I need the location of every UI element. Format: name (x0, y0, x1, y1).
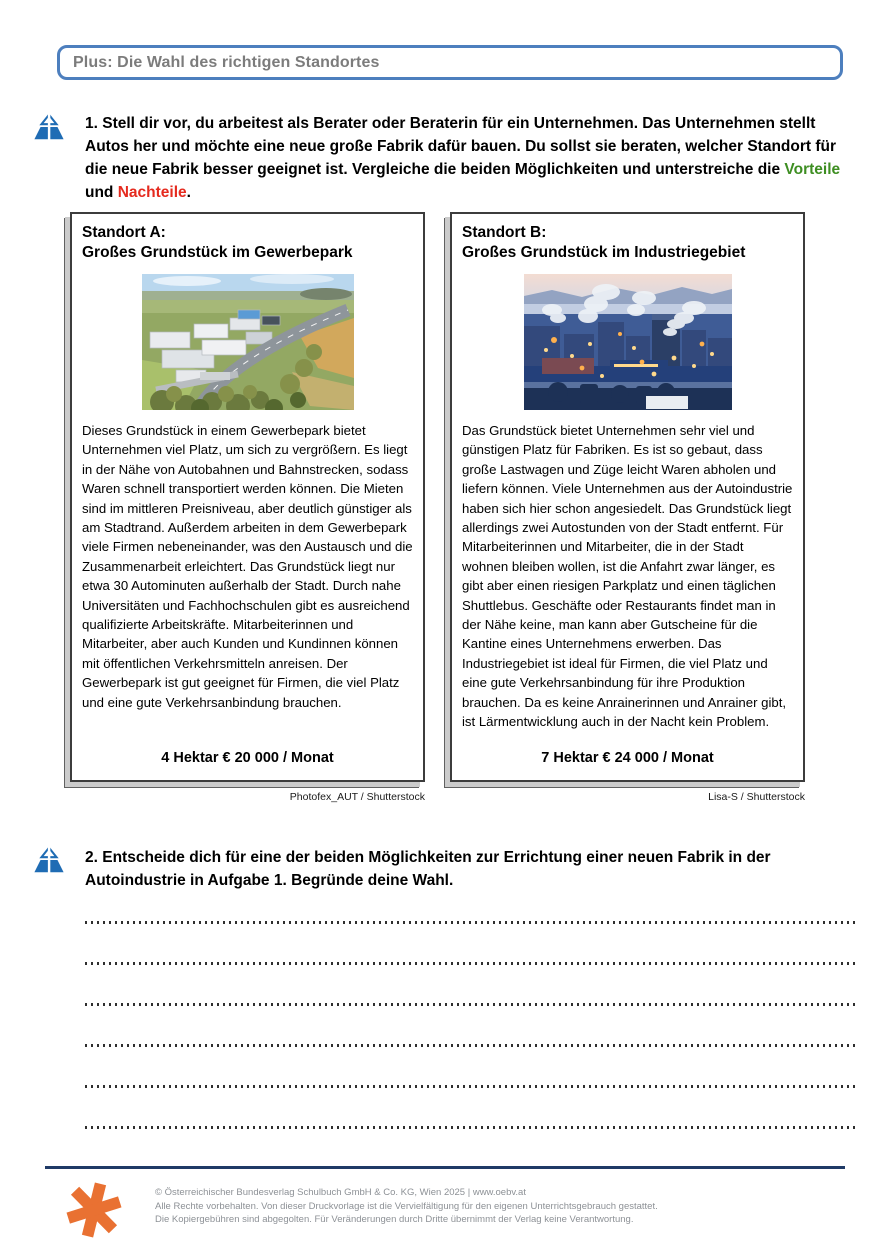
location-b-title-line1: Standort B: (462, 224, 547, 241)
task1-period: . (186, 184, 191, 201)
location-b-title (462, 223, 793, 263)
task1-instructions (85, 112, 859, 204)
task1-conjunction: und (85, 184, 118, 201)
location-b-title-line2: Großes Grundstück im Industriegebiet (462, 244, 746, 261)
answer-line[interactable] (85, 962, 855, 965)
oebv-asterisk-logo-icon (62, 1178, 126, 1242)
page-title: Plus: Die Wahl des richtigen Standortes (73, 53, 380, 71)
task2-instructions: 2. Entscheide dich für eine der beiden Möglichkeiten zur Errichtung einer neuen Fabrik in der Autoindustrie in Aufgabe 1. Begründe deine Wahl. (85, 849, 771, 889)
footer-line-rights: Alle Rechte vorbehalten. Von dieser Druckvorlage ist die Vervielfältigung für den eigenen Unterrichtsgebrauch gestattet. (155, 1200, 658, 1212)
location-b-price: 7 Hektar € 24 000 / Monat (541, 750, 714, 766)
footer-line-copyright: © Österreichischer Bundesverlag Schulbuch GmbH & Co. KG, Wien 2025 | www.oebv.at (155, 1187, 526, 1198)
location-a-card (70, 212, 425, 782)
location-b-description: Das Grundstück bietet Unternehmen sehr viel und günstigen Platz für Fabriken. Es ist so gebaut, dass große Lastwagen und Züge leicht Waren abholen und liefern können. Viele Unternehmen aus der Autoindustrie haben sich hier schon angesiedelt. Das Grundstück liegt allerdings zwei Autostunden von der Stadt entfernt. Für Mitarbeiterinnen und Mitarbeiter, die in der Stadt wohnen bleiben wollen, ist die Anfahrt zwar länger, es gibt aber einen riesigen Parkplatz und einen täglichen Shuttlebus. Geschäfte oder Restaurants findet man in der Nähe keine, man kann aber Gutscheine für die Kantine eines Unternehmens erwerben. Das Industriegebiet ist ideal für Firmen, die viel Platz und eine gute Verkehrsanbindung für ihre Produktion brauchen. Da es keine Anrainerinnen und Anrainer gibt, ist Lärmentwicklung auch in der Nacht kein Problem. (462, 423, 793, 730)
answer-line[interactable] (85, 921, 855, 924)
footer-imprint (155, 1186, 795, 1227)
location-b-card (450, 212, 805, 782)
location-a-title-line2: Großes Grundstück im Gewerbepark (82, 244, 353, 261)
answer-line[interactable] (85, 1085, 855, 1088)
location-a-aerial-photo (142, 274, 354, 410)
answer-line[interactable] (85, 1126, 855, 1129)
answer-line[interactable] (85, 1003, 855, 1006)
task1-disadvantages-word: Nachteile (117, 184, 187, 201)
task2-mountain-triangle-icon (33, 845, 65, 875)
task1-advantages-word: Vorteile (784, 161, 841, 178)
location-b-industrial-photo (524, 274, 732, 410)
task1-text-before: 1. Stell dir vor, du arbeitest als Berater oder Beraterin für ein Unternehmen. Das Unternehmen stellt Autos her und möchte eine neue große Fabrik dafür bauen. Du sollst sie beraten, welcher Standort für die neue Fabrik besser geeignet ist. Vergleiche die beiden Möglichkeiten und unterstreiche die (85, 115, 837, 178)
answer-lines-area (85, 921, 855, 1167)
answer-line[interactable] (85, 1044, 855, 1047)
location-a-price: 4 Hektar € 20 000 / Monat (161, 750, 334, 766)
location-a-title (82, 223, 413, 263)
footer-divider (45, 1166, 845, 1169)
worksheet-header-box (57, 45, 843, 80)
location-a-title-line1: Standort A: (82, 224, 166, 241)
location-a-photo-credit: Photofex_AUT / Shutterstock (289, 791, 425, 803)
location-a-description: Dieses Grundstück in einem Gewerbepark bietet Unternehmen viel Platz, um sich zu vergrößern. Es liegt in der Nähe von Autobahnen und Bahnstrecken, sodass Waren schnell transportiert werden können. Die Mieten sind im mittleren Preisniveau, aber deutlich günstiger als am Stadtrand. Außerdem arbeiten in dem Gewerbepark viele Firmen nebeneinander, was den Austausch und die Zusammenarbeit erleichtert. Das Grundstück liegt nur etwa 30 Autominuten außerhalb der Stadt. Durch nahe Universitäten und Fachhochschulen gibt es ausreichend qualifizierte Arbeitskräfte. Mitarbeiterinnen und Mitarbeiter, aber auch Kunden und Kundinnen können mit öffentlichen Verkehrsmitteln anreisen. Der Gewerbepark ist gut geeignet für Firmen, die viel Platz und eine gute Verkehrsanbindung brauchen. (82, 423, 413, 710)
location-b-photo-credit: Lisa-S / Shutterstock (708, 791, 805, 803)
task1-mountain-triangle-icon (33, 112, 65, 142)
footer-line-liability: Die Kopiergebühren sind abgegolten. Für Veränderungen durch Dritte übernimmt der Verlag keine Verantwortung. (155, 1214, 634, 1225)
